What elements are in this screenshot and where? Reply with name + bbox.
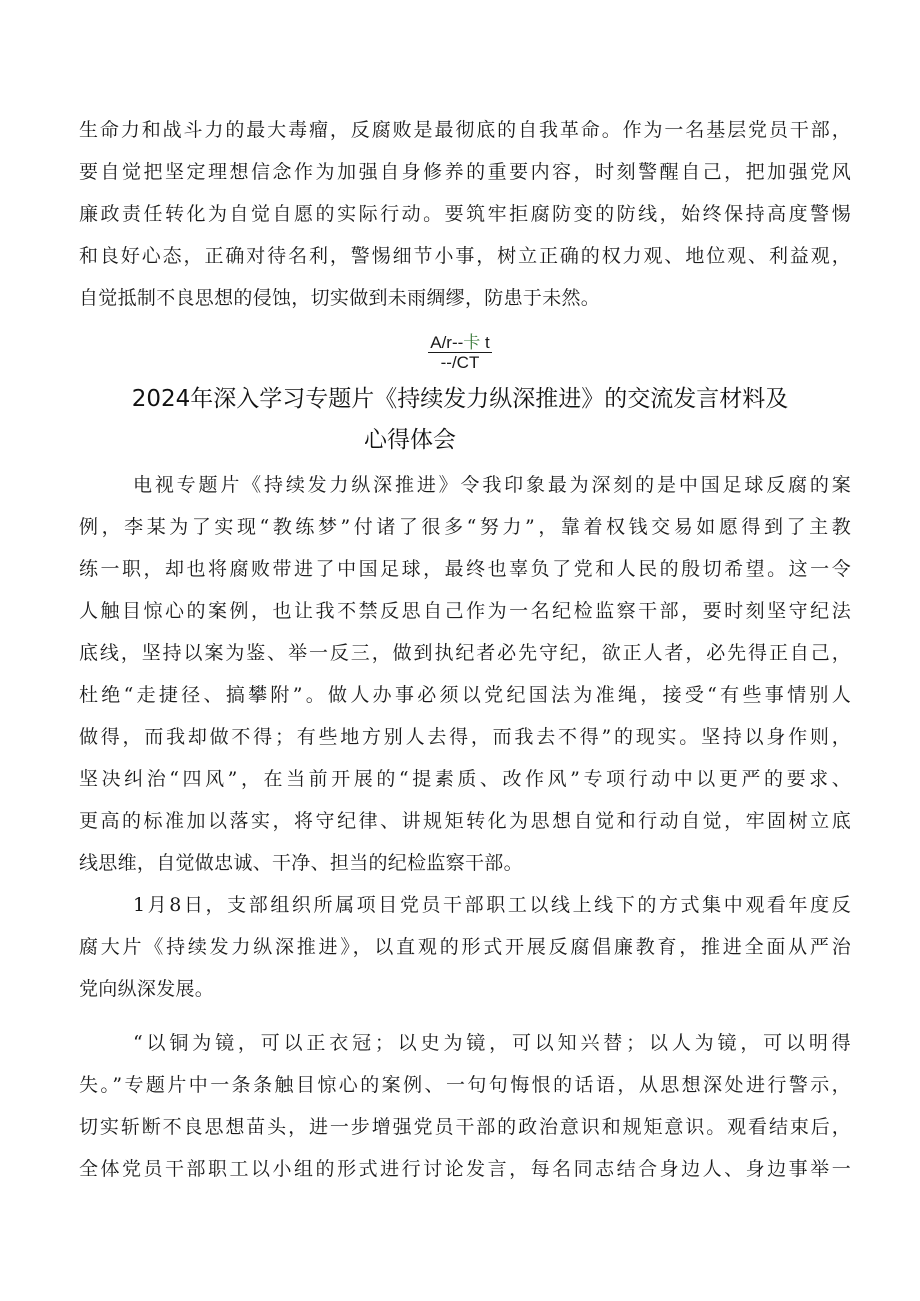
text-line: 电视专题片《持续发力纵深推进》令我印象最为深刻的是中国足球反腐的案 bbox=[133, 474, 851, 496]
text-line: “以铜为镜，可以正衣冠；以史为镜，可以知兴替；以人为镜，可以明得 bbox=[133, 1032, 851, 1054]
text-line: 线思维，自觉做忠诚、干净、担当的纪检监察干部。 bbox=[79, 852, 523, 874]
text-line: 失。”专题片中一条条触目惊心的案例、一句句悔恨的话语，从思想深处进行警示， bbox=[79, 1074, 851, 1096]
text-line: 练一职，却也将腐败带进了中国足球，最终也辜负了党和人民的殷切希望。这一令 bbox=[79, 558, 851, 580]
text-line: 要自觉把坚定理想信念作为加强自身修养的重要内容，时刻警醒自己，把加强党风 bbox=[79, 161, 851, 183]
separator-mark bbox=[405, 333, 515, 372]
text-line: 1月8日，支部组织所属项目党员干部职工以线上线下的方式集中观看年度反 bbox=[133, 894, 851, 916]
text-line: 切实斩断不良思想苗头，进一步增强党员干部的政治意识和规矩意识。观看结束后， bbox=[79, 1116, 851, 1138]
text-line: 人触目惊心的案例，也让我不禁反思自己作为一名纪检监察干部，要时刻坚守纪法 bbox=[79, 600, 851, 622]
text-line: 生命力和战斗力的最大毒瘤，反腐败是最彻底的自我革命。作为一名基层党员干部， bbox=[79, 119, 851, 141]
text-line: 做得，而我却做不得；有些地方别人去得，而我去不得”的现实。坚持以身作则， bbox=[79, 726, 851, 748]
text-line: 更高的标准加以落实，将守纪律、讲规矩转化为思想自觉和行动自觉，牢固树立底 bbox=[79, 810, 851, 832]
text-line: 坚决纠治“四风”，在当前开展的“提素质、改作风”专项行动中以更严的要求、 bbox=[79, 768, 851, 790]
text-line: 和良好心态，正确对待名利，警惕细节小事，树立正确的权力观、地位观、利益观， bbox=[79, 245, 851, 267]
text-line: 例，李某为了实现“教练梦”付诸了很多“努力”，靠着权钱交易如愿得到了主教 bbox=[79, 516, 851, 538]
separator-mark-top: A/r--卡 t bbox=[430, 333, 490, 352]
document-title-line-1: 2024年深入学习专题片《持续发力纵深推进》的交流发言材料及 bbox=[131, 386, 789, 412]
text-line: 党向纵深发展。 bbox=[79, 978, 215, 1000]
text-line: 腐大片《持续发力纵深推进》，以直观的形式开展反腐倡廉教育，推进全面从严治 bbox=[79, 936, 851, 958]
text-line: 全体党员干部职工以小组的形式进行讨论发言，每名同志结合身边人、身边事举一 bbox=[79, 1158, 851, 1180]
text-line: 底线，坚持以案为鉴、举一反三，做到执纪者必先守纪，欲正人者，必先得正自己， bbox=[79, 642, 851, 664]
text-line: 杜绝“走捷径、搞攀附”。做人办事必须以党纪国法为准绳，接受“有些事情别人 bbox=[79, 684, 851, 706]
separator-mark-bottom: --/CT bbox=[440, 353, 480, 372]
text-line: 廉政责任转化为自觉自愿的实际行动。要筑牢拒腐防变的防线，始终保持高度警惕 bbox=[79, 203, 851, 225]
text-line: 自觉抵制不良思想的侵蚀，切实做到未雨绸缪，防患于未然。 bbox=[79, 287, 601, 309]
document-title-line-2: 心得体会 bbox=[364, 427, 456, 453]
